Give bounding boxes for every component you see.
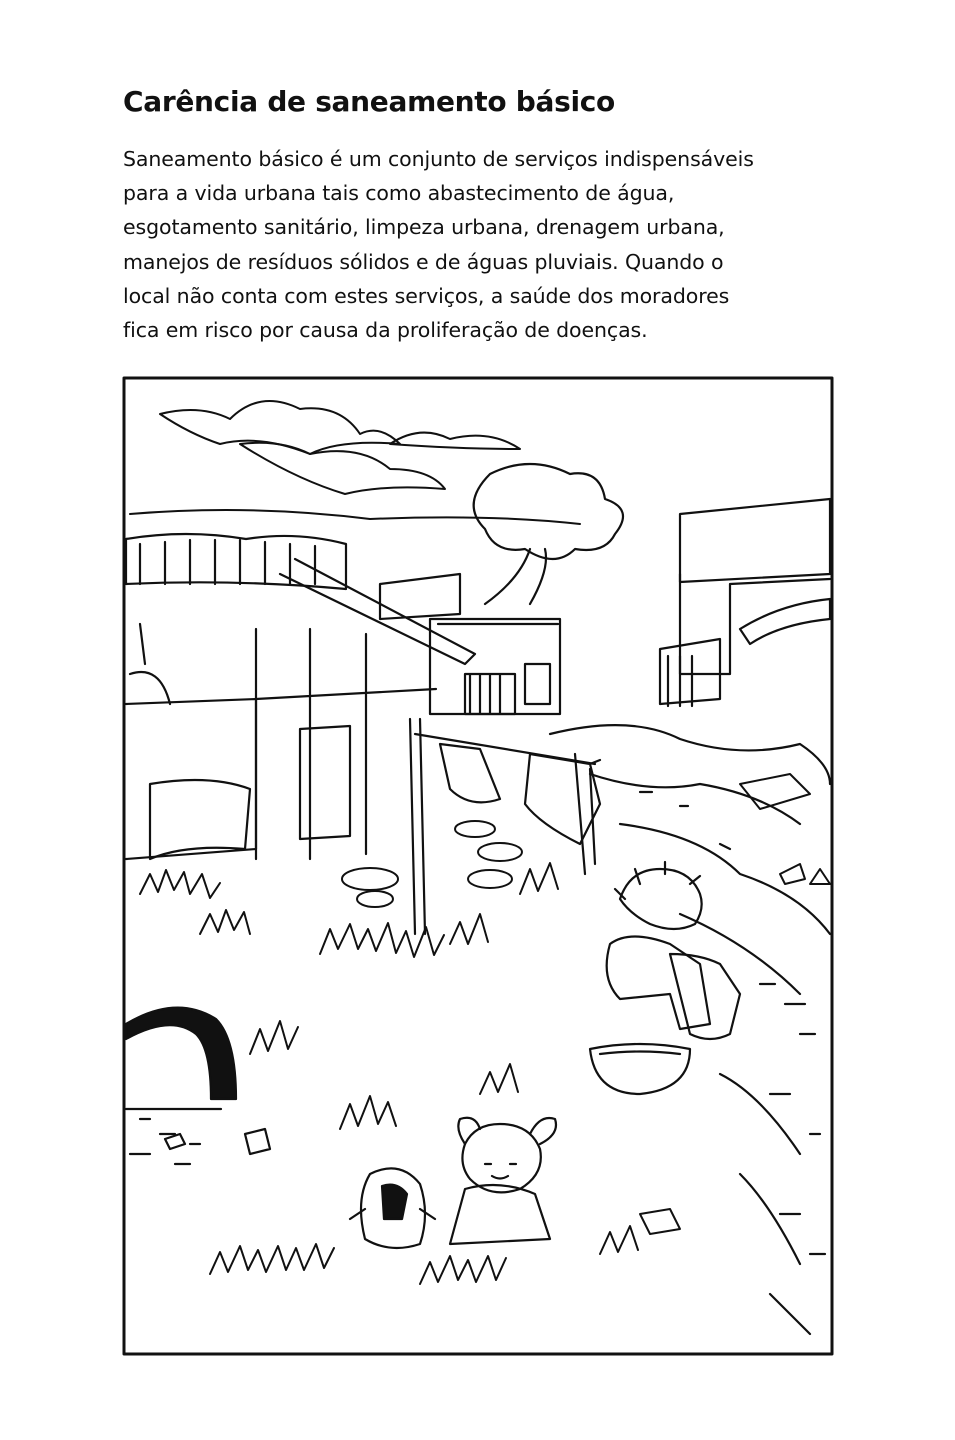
illustration-frame [124,378,832,1354]
girl-with-penguin [350,1118,556,1248]
stepping-stones [342,821,522,907]
section-paragraph: Saneamento básico é um conjunto de serviços indispensáveis para a vida urbana tais como abastecimento de água, esgotamento sanitário, limpeza urbana, drenagem urbana, manejos de resíduos sólidos e de águas pluviais. Quando o local não conta com estes serviços, a saúde dos moradores fica em risco por causa da proliferação de doenças. [123,147,754,343]
back-houses [380,574,560,714]
clouds [130,401,580,524]
woman-washing [590,862,740,1094]
tree [474,464,623,604]
sewage-pipe [126,1008,270,1164]
right-building [660,499,830,706]
clothesline [410,719,600,934]
illustration-panel [120,374,838,1358]
section-title: Carência de saneamento básico [123,85,615,118]
